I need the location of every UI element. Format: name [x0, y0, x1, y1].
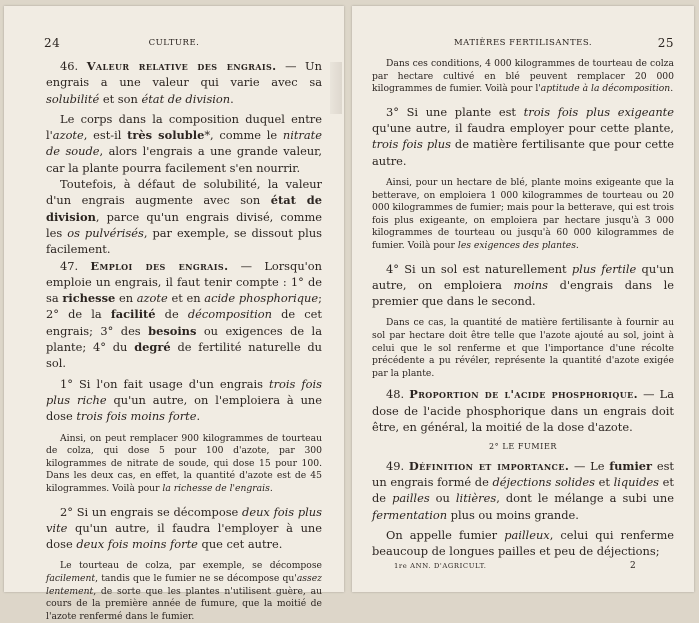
example-note: Ainsi, on peut remplacer 900 kilogrammes de tourteau de colza, qui dose 5 pour 100 d'azote, par 300 kilogrammes de nitrate de soude, qui dose 15 pour 100. Dans les deux cas, en effet, la quantité d'azote est de 45 kilogrammes. Voilà pour la richesse de l'engrais.: [46, 432, 322, 494]
paragraph: 3° Si une plante est trois fois plus exigeante qu'une autre, il faudra employer pour cette plante, trois fois plus de matière fertilisante que pour cette autre.: [372, 104, 674, 168]
example-note: Dans ces conditions, 4 000 kilogrammes de tourteau de colza par hectare cultivé en blé peuvent remplacer 20 000 kilogrammes de fumier. Voilà pour l'aptitude à la décomposition.: [372, 58, 674, 95]
section-47: 47. Emploi des engrais. — Lorsqu'on emploie un engrais, il faut tenir compte : 1° de sa richesse en azote et en acide phosphorique; 2° de la facilité de décomposition de cet engrais; 3° des besoins ou exigences de la plante; 4° du degré de fertilité naturelle du sol.: [46, 258, 322, 371]
right-page-body: [352, 58, 694, 574]
paragraph: On appelle fumier pailleux, celui qui renferme beaucoup de longues pailles et peu de déjections;: [372, 528, 674, 559]
paragraph: Toutefois, à défaut de solubilité, la valeur d'un engrais augmente avec son état de division, parce qu'un engrais divisé, comme les os pulvérisés, par exemple, se dissout plus facilement.: [46, 177, 323, 257]
paragraph: 4° Si un sol est naturellement plus fertile qu'un autre, on emploiera moins d'engrais dans le premier que dans le second.: [372, 261, 674, 309]
right-page-number: 25: [657, 36, 674, 50]
left-running-title: CULTURE.: [148, 38, 200, 48]
right-page: [352, 6, 694, 592]
left-page-number: 24: [44, 36, 61, 50]
example-note: Le tourteau de colza, par exemple, se décompose facilement, tandis que le fumier ne se décompose qu'assez lentement, de sorte que les plantes n'utilisent guère, au cours de la première année de fumure, que la moitié de l'azote renfermé dans le fumier.: [46, 560, 322, 622]
section-48: 48. Proportion de l'acide phosphorique. — La dose de l'acide phosphorique dans un engrais doit être, en général, la moitié de la dose d'azote.: [372, 387, 674, 434]
subsection-heading: 2° LE FUMIER: [488, 442, 558, 452]
right-running-head: [352, 38, 694, 54]
section-number: 49.: [386, 458, 405, 473]
signature-line: [372, 562, 674, 574]
section-49: 49. Définition et importance. — Le fumier est un engrais formé de déjections solides et liquides et de pailles ou litières, dont le mélange a subi une fermentation plus ou moins grande.: [372, 458, 675, 522]
left-running-head: [4, 38, 344, 54]
paragraph: 2° Si un engrais se décompose deux fois plus vite qu'un autre, il faudra l'employer à une dose deux fois moins forte que cet autre.: [46, 504, 322, 552]
example-note: Ainsi, pour un hectare de blé, plante moins exigeante que la betterave, on emploiera 1 000 kilogrammes de tourteau ou 20 000 kilogrammes de fumier; mais pour la betterave, qui est trois fois plus exigeante, on emploiera par hectare jusqu'à 3 000 kilogrammes de tourteau ou jusqu'à 60 000 kilogrammes de fumier. Voilà pour les exigences des plantes.: [372, 176, 674, 251]
left-page: [4, 6, 344, 622]
section-number: 48.: [386, 387, 405, 402]
signature-number: 2: [630, 560, 637, 571]
section-title: Valeur relative des engrais.: [86, 59, 277, 73]
section-title: Emploi des engrais.: [90, 258, 229, 273]
section-46: 46. Valeur relative des engrais. — Un engrais a une valeur qui varie avec sa solubilité et son état de division.: [46, 59, 322, 106]
right-running-title: MATIÈRES FERTILISANTES.: [453, 38, 593, 48]
paragraph: 1° Si l'on fait usage d'un engrais trois fois plus riche qu'un autre, on l'emploiera à une dose trois fois moins forte.: [46, 376, 322, 424]
section-number: 47.: [60, 258, 79, 273]
section-title: Proportion de l'acide phosphorique.: [409, 387, 639, 402]
left-page-body: [4, 58, 344, 623]
example-note: Dans ce cas, la quantité de matière fertilisante à fournir au sol par hectare doit être telle que l'azote ajouté au sol, joint à celui que le sol renferme et que l'importance d'une récolte précédente a pu révéler, représente la quantité d'azote exigée par la plante.: [372, 317, 674, 379]
section-number: 46.: [60, 59, 79, 73]
signature-mark: 1re ANN. D'AGRICULT.: [394, 561, 487, 570]
section-title: Définition et importance.: [408, 458, 570, 473]
paragraph: Le corps dans la composition duquel entre l'azote, est-il très soluble*, comme le nitrate de soude, alors l'engrais a une grande valeur, car la plante pourra facilement s'en nourrir.: [46, 111, 322, 175]
